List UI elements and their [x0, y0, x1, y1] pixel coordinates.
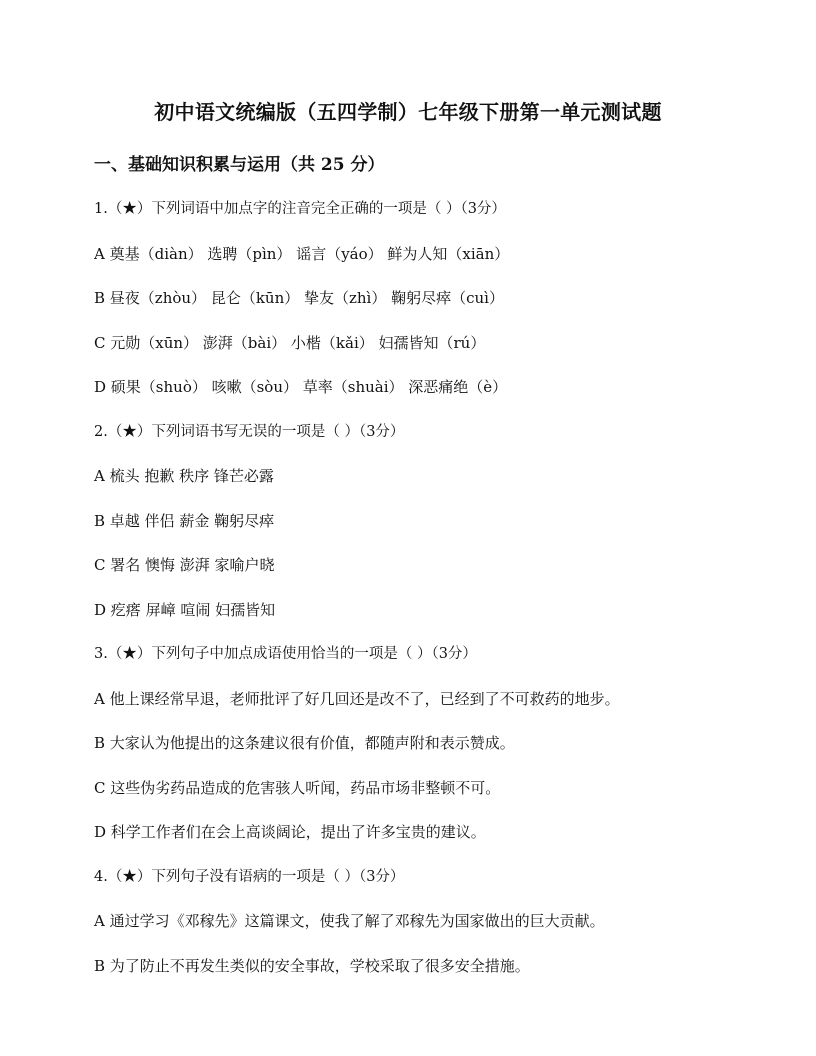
question-2-option-d: D 疙瘩 屏嶂 喧闹 妇孺皆知 [94, 600, 276, 619]
question-2-option-a: A 梳头 抱歉 秩序 锋芒必露 [94, 467, 274, 485]
document-title: 初中语文统编版（五四学制）七年级下册第一单元测试题 [154, 100, 662, 124]
question-3-option-c: C 这些伪劣药品造成的危害骇人听闻，药品市场非整顿不可。 [94, 778, 501, 797]
question-3-option-a: A 他上课经常早退，老师批评了好几回还是改不了，已经到了不可救药的地步。 [94, 689, 620, 708]
question-2-stem: 2.（★）下列词语书写无误的一项是（ ）（3分） [94, 423, 405, 440]
question-1-option-b: B 昼夜（zhòu） 昆仑（kūn） 挚友（zhì） 鞠躬尽瘁（cuì） [94, 289, 504, 307]
question-1-option-c: C 元勋（xūn） 澎湃（bài） 小楷（kǎi） 妇孺皆知（rú） [94, 333, 486, 352]
question-2-option-c: C 署名 懊悔 澎湃 家喻户晓 [94, 556, 275, 574]
section-heading: 一、基础知识积累与运用（共 25 分） [94, 155, 385, 175]
question-2-option-b: B 卓越 伴侣 薪金 鞠躬尽瘁 [94, 511, 275, 530]
question-3-option-b: B 大家认为他提出的这条建议很有价值，都随声附和表示赞成。 [94, 734, 515, 752]
question-3-option-d: D 科学工作者们在会上高谈阔论，提出了许多宝贵的建议。 [94, 823, 486, 841]
question-1-stem: 1.（★）下列词语中加点字的注音完全正确的一项是（ ）（3分） [94, 201, 506, 217]
question-1-option-d: D 硕果（shuò） 咳嗽（sòu） 草率（shuài） 深恶痛绝（è） [94, 378, 508, 396]
question-4-stem: 4.（★）下列句子没有语病的一项是（ ）（3分） [94, 868, 405, 885]
question-3-stem: 3.（★）下列句子中加点成语使用恰当的一项是（ ）（3分） [94, 646, 477, 662]
question-4-option-b: B 为了防止不再发生类似的安全事故，学校采取了很多安全措施。 [94, 956, 530, 975]
question-4-option-a: A 通过学习《邓稼先》这篇课文，使我了解了邓稼先为国家做出的巨大贡献。 [94, 912, 605, 930]
question-1-option-a: A 奠基（diàn） 选聘（pìn） 谣言（yáo） 鲜为人知（xiān） [94, 244, 510, 263]
question-list [94, 198, 734, 999]
